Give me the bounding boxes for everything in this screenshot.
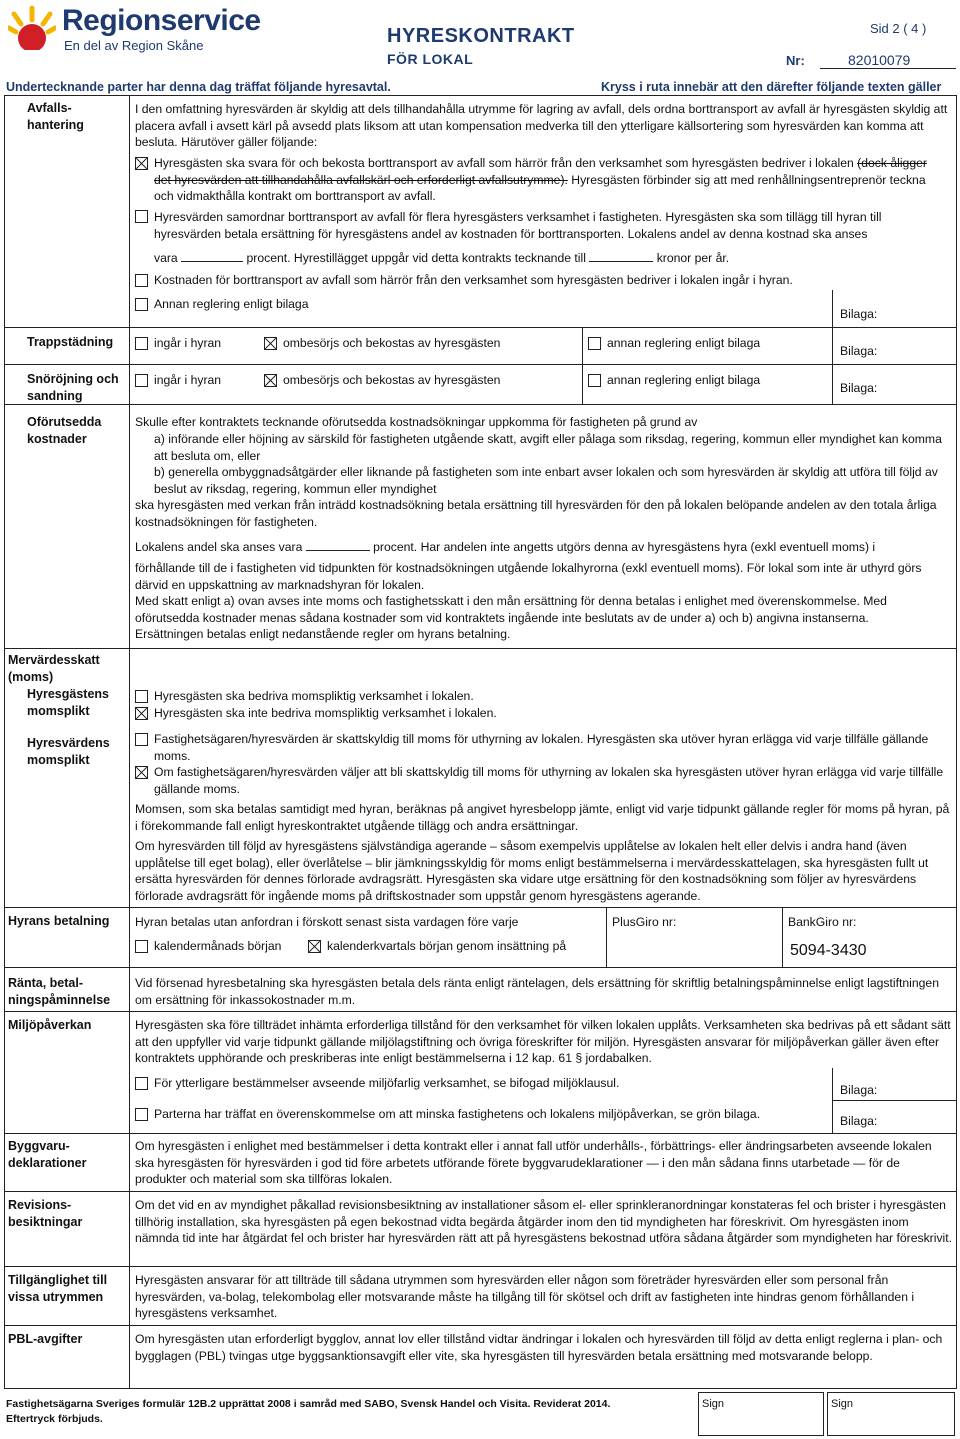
- divider: [4, 967, 957, 968]
- divider: [4, 907, 957, 908]
- oforutsedda-paragraph-4: förhållande till de i fastigheten vid tidpunkten för kostnadsökningen utgående lokalhyrorna (exkl eventuell moms). För lokal som inte är uthyrd görs därvid en uppskattning av marknadshyran för lokalen.: [135, 561, 922, 592]
- document-subtitle: FÖR LOKAL: [387, 51, 474, 67]
- contract-number: 82010079: [848, 52, 911, 68]
- plusgiro-label: PlusGiro nr:: [612, 915, 677, 929]
- ranta-text: Vid försenad hyresbetalning ska hyresgästen betala dels ränta enligt räntelagen, dels ersättning för skriftlig betalningspåminnelse enligt lagstiftningen om ersättning för inkassokostnader m.m.: [135, 976, 939, 1007]
- miljo-gron-checkbox[interactable]: [135, 1108, 148, 1121]
- moms-gast-no-text: Hyresgästen ska inte bedriva momspliktig verksamhet i lokalen.: [154, 706, 497, 720]
- miljo-klausul-text: För ytterligare bestämmelser avseende miljöfarlig verksamhet, se bifogad miljöklausul.: [154, 1076, 620, 1090]
- moms-gast-yes-checkbox[interactable]: [135, 690, 148, 703]
- section-label-ranta: Ränta, betal- ningspåminnelse: [8, 976, 111, 1007]
- section-label-pbl: PBL-avgifter: [8, 1332, 83, 1346]
- document-title: HYRESKONTRAKT: [387, 25, 575, 47]
- trapp-ingar-checkbox[interactable]: [135, 337, 148, 350]
- avfall-amount-field[interactable]: [589, 250, 653, 262]
- avfall-intro: I den omfattning hyresvärden är skyldig att dels tillhandahålla utrymme för lagring av avfall, dels ordna borttransport av avfall är hyresgästen skyldig att placera avfall i avsett kärl på avsedd plats liksom att utan kompensation medverka till den ytterligare källsortering som hyresvärden kan komma att besluta. Härutöver gäller följande:: [135, 102, 948, 149]
- section-label-tillganglighet: Tillgänglighet till vissa utrymmen: [8, 1273, 108, 1304]
- section-label-miljo: Miljöpåverkan: [8, 1018, 92, 1032]
- snow-ingar-text: ingår i hyran: [154, 373, 222, 387]
- avfall-option-1-text: Hyresgästen ska svara för och bekosta borttransport av avfall som härrör från den verksamhet som hyresgästen bedriver i lokalen (dock åligger det hyresvärden att tillhandahålla avfallskärl och erforderligt avfallsutrymme). Hyresgästen förbinder sig att med renhållningsentreprenör teckna och vidmakthålla kontrakt om borttransport av avfall.: [154, 156, 927, 203]
- avfall-percent-field[interactable]: [181, 250, 243, 262]
- divider: [832, 364, 833, 404]
- avfall-bilaga: Bilaga:: [840, 307, 878, 321]
- moms-vard-yes-checkbox[interactable]: [135, 733, 148, 746]
- divider: [4, 1325, 957, 1326]
- snow-ingar-checkbox[interactable]: [135, 374, 148, 387]
- miljo-text: Hyresgästen ska före tillträdet inhämta erforderliga tillstånd för den verksamhet för vilken lokalen upplåts. Verksamheten ska bedrivas på ett sådant sätt att den uppfyller vid varje tidpunkt gällande miljölagstiftning och övriga föreskrifter för miljön. Hyresgästen ansvarar för miljöpåverkan gäller även efter kontraktets upphörande och preskriberas inte enligt bestämmelserna i 12 kap. 61 § jordabalken.: [135, 1018, 951, 1065]
- divider: [4, 364, 957, 365]
- snow-bilaga: Bilaga:: [840, 381, 878, 395]
- trapp-hyresgast-checkbox[interactable]: [264, 337, 277, 350]
- divider: [4, 1191, 957, 1192]
- snow-annan-checkbox[interactable]: [588, 374, 601, 387]
- avfall-option-2-fields: vara procent. Hyrestillägget uppgår vid detta kontrakts tecknande till kronor per år.: [154, 251, 730, 265]
- betalning-kvartal-checkbox[interactable]: [308, 940, 321, 953]
- tillganglighet-text: Hyresgästen ansvarar för att tillträde till sådana utrymmen som hyresvärden eller någon som företräder hyresvärden eller som personal från hyresvärden, va-bolag, telekombolag eller motsvarande måste ha tillgång till för skötsel och drift av fastigheten inte hindras genom förhållanden i hyresgästens verksamhet.: [135, 1273, 915, 1320]
- avfall-option-4-checkbox[interactable]: [135, 298, 148, 311]
- footer-note: Eftertryck förbjuds.: [6, 1413, 103, 1425]
- section-label-revision: Revisions- besiktningar: [8, 1198, 83, 1229]
- logo: [8, 4, 261, 56]
- footer-copyright: Fastighetsägarna Sveriges formulär 12B.2 upprättat 2008 i samråd med SABO, Svensk Handel och Visita. Reviderat 2014.: [6, 1398, 611, 1410]
- divider: [956, 95, 957, 1388]
- divider: [582, 364, 583, 404]
- contract-number-label: Nr:: [786, 53, 805, 68]
- section-label-moms: Mervärdesskatt (moms) Hyresgästens momsplikt: [8, 653, 109, 718]
- divider: [832, 290, 833, 328]
- miljo-bilaga-1: Bilaga:: [840, 1083, 878, 1097]
- moms-vard-yes-text: Fastighetsägaren/hyresvärden är skattskyldig till moms för uthyrning av lokalen. Hyresgästen ska utöver hyran erlägga vid varje tillfälle gällande moms.: [154, 732, 929, 763]
- trapp-bilaga: Bilaga:: [840, 344, 878, 358]
- divider: [4, 648, 957, 649]
- divider: [129, 95, 130, 1388]
- logo-wordmark: Regionservice: [62, 4, 261, 37]
- divider: [832, 327, 833, 364]
- bankgiro-value: 5094-3430: [790, 942, 867, 959]
- moms-gast-no-checkbox[interactable]: [135, 707, 148, 720]
- header-right-note: Kryss i ruta innebär att den därefter följande texten gäller: [601, 80, 942, 94]
- moms-paragraph-2: Om hyresvärden till följd av hyresgästens självständiga agerande – såsom exempelvis upplåtelse av lokalen helt eller delvis i andra hand (även upplåtelse till eget bolag), eller överlåtelse – blir jämkningsskyldig för moms enligt bestämmelserna i mervärdesskattelagen, ska hyresgästen fullt ut ersätta hyresvärden för dennes förlorade avdragsrätt. Hyresgästen ska vidare utge ersättning för den kostnadsökning som följer av hyresvärdens förlorade avdragsrätt för ingående moms på driftskostnader som uppstår genom hyresgästens agerande.: [135, 839, 929, 903]
- snow-annan-text: annan reglering enligt bilaga: [607, 373, 761, 387]
- moms-paragraph-1: Momsen, som ska betalas samtidigt med hyran, beräknas på angivet hyresbelopp jämte, enligt vid varje tidpunkt gällande regler för moms på hyran, på i förekommande fall enligt hyreskontraktet utgående tillägg och andra ersättningar.: [135, 802, 950, 833]
- divider: [4, 1133, 957, 1134]
- snow-hyresgast-checkbox[interactable]: [264, 374, 277, 387]
- moms-vard-option-text: Om fastighetsägaren/hyresvärden väljer att bli skattskyldig till moms för uthyrning av lokalen ska hyresgästen utöver hyran erlägga vid varje tillfälle gällande moms.: [154, 765, 944, 796]
- betalning-text: Hyran betalas utan anfordran i förskott senast sista vardagen före varje: [135, 915, 519, 929]
- oforutsedda-paragraph-5: Med skatt enligt a) ovan avses inte moms och fastighetsskatt i den mån ersättning för denna betalas i enlighet med överenskommelse. Med oförutsedda kostnader menas sådana kostnader som vid kontraktets ingående inte beslutats av de under a) och b) angivna instanserna.: [135, 594, 887, 625]
- oforutsedda-item-a: a) införande eller höjning av särskild för fastigheten utgående skatt, avgift eller pålaga som riksdag, regering, kommun eller myndighet kan komma att besluta om, eller: [154, 432, 942, 463]
- section-label-snow: Snöröjning och sandning: [27, 372, 119, 403]
- signature-box-2[interactable]: [827, 1392, 955, 1436]
- divider: [4, 95, 957, 96]
- byggvaru-text: Om hyresgästen i enlighet med bestämmelser i detta kontrakt eller i annat fall utför underhålls-, förbättrings- eller ändringsarbeten avseende lokalen ska hyresgästen för hyresvärden i god tid före arbetets utförande förete byggvarudeklarationer — i den mån sådana finns utarbetade — för de produkter och material som ska tillföras lokalen.: [135, 1139, 932, 1186]
- avfall-option-2-text: Hyresvärden samordnar borttransport av avfall för flera hyresgästers verksamhet i fastigheten. Hyresgästen ska som tillägg till hyran till hyresvärden betala ersättning för hyresgästens andel av kostnaden för borttransporten. Lokalens andel av denna kostnad ska anses: [154, 210, 882, 241]
- miljo-klausul-checkbox[interactable]: [135, 1077, 148, 1090]
- moms-vard-option-checkbox[interactable]: [135, 766, 148, 779]
- section-label-avfall: Avfalls- hantering: [27, 101, 84, 132]
- divider: [4, 1011, 957, 1012]
- trapp-annan-text: annan reglering enligt bilaga: [607, 336, 761, 350]
- section-label-byggvaru: Byggvaru- deklarationer: [8, 1139, 87, 1170]
- avfall-option-3-text: Kostnaden för borttransport av avfall som härrör från den verksamhet som hyresgästen bedriver i lokalen ingår i hyran.: [154, 273, 793, 287]
- header-left-note: Undertecknande parter har denna dag träffat följande hyresavtal.: [6, 80, 391, 94]
- oforutsedda-percent-field[interactable]: [306, 539, 370, 551]
- revision-text: Om det vid en av myndighet påkallad revisionsbesiktning av installationer såsom el- eller sprinkleranordningar konstateras fel och brister i hyresgästen tillhörig installation, ska hyresgästen på egen bekostnad vidta begärda åtgärder inom den tid myndigheten har föreskrivit. Om hyresgästen inom nämnda tid inte har åtgärdat fel och brister har hyresvärden rätt att på hyresgästens bekostnad utföra sådana åtgärder som myndigheten har föreskrivit.: [135, 1198, 953, 1245]
- avfall-option-4-text: Annan reglering enligt bilaga: [154, 297, 309, 311]
- section-label-hyresvardens-moms: Hyresvärdens momsplikt: [27, 736, 110, 767]
- trapp-ingar-text: ingår i hyran: [154, 336, 222, 350]
- divider: [606, 907, 607, 967]
- section-label-betalning: Hyrans betalning: [8, 914, 110, 928]
- trapp-hyresgast-text: ombesörjs och bekostas av hyresgästen: [283, 336, 501, 350]
- betalning-manad-text: kalendermånads början: [154, 939, 282, 953]
- avfall-option-1-checkbox[interactable]: [135, 157, 148, 170]
- miljo-bilaga-2: Bilaga:: [840, 1114, 878, 1128]
- divider: [832, 1100, 957, 1101]
- snow-hyresgast-text: ombesörjs och bekostas av hyresgästen: [283, 373, 501, 387]
- divider: [582, 327, 583, 364]
- divider: [4, 404, 957, 405]
- betalning-manad-checkbox[interactable]: [135, 940, 148, 953]
- oforutsedda-item-b: b) generella ombyggnadsåtgärder eller liknande på fastigheten som inte enbart avser lokalen och som hyresvärden är skyldig att utföra till följd av beslut av riksdag, regering, kommun eller myndighet: [154, 465, 938, 496]
- oforutsedda-paragraph-6: Ersättningen betalas enligt nedanstående regler om hyrans betalning.: [135, 627, 511, 641]
- pbl-text: Om hyresgästen utan erforderligt bygglov, annat lov eller tillstånd vidtar ändringar i lokalen och hyresvärden till följd av detta enligt reglerna i plan- och bygglagen (PBL) tvingas utge byggsanktionsavgift eller vite, ska hyresgästen till hyresvärden betala ersättning med motsvarande belopp.: [135, 1332, 943, 1363]
- moms-gast-yes-text: Hyresgästen ska bedriva momspliktig verksamhet i lokalen.: [154, 689, 474, 703]
- avfall-option-2-checkbox[interactable]: [135, 210, 148, 223]
- oforutsedda-intro: Skulle efter kontraktets tecknande oförutsedda kostnadsökningar uppkomma för fastigheten på grund av: [135, 415, 698, 429]
- divider: [820, 68, 956, 69]
- avfall-option-3-checkbox[interactable]: [135, 274, 148, 287]
- signature-box-1[interactable]: [698, 1392, 824, 1436]
- divider: [4, 327, 957, 328]
- section-label-oforutsedda: Oförutsedda kostnader: [27, 415, 102, 446]
- signature-label-2: Sign: [831, 1398, 854, 1410]
- oforutsedda-share: Lokalens andel ska anses vara procent. Har andelen inte angetts utgörs denna av hyresgästens hyra (exkl eventuell moms) i: [135, 540, 876, 554]
- trapp-annan-checkbox[interactable]: [588, 337, 601, 350]
- page-number: Sid 2 ( 4 ): [870, 21, 927, 36]
- miljo-gron-text: Parterna har träffat en överenskommelse om att minska fastighetens och lokalens miljöpåverkan, se grön bilaga.: [154, 1107, 761, 1121]
- divider: [782, 907, 783, 967]
- divider: [4, 1388, 957, 1389]
- divider: [4, 95, 5, 1388]
- bankgiro-label: BankGiro nr:: [788, 915, 857, 929]
- signature-label-1: Sign: [702, 1398, 725, 1410]
- logo-subtitle: En del av Region Skåne: [64, 38, 204, 53]
- section-label-trapp: Trappstädning: [27, 335, 114, 349]
- logo-sun-icon: [8, 4, 56, 50]
- divider: [4, 1266, 957, 1267]
- betalning-kvartal-text: kalenderkvartals början genom insättning på: [327, 939, 567, 953]
- oforutsedda-paragraph-2: ska hyresgästen med verkan från inträdd kostnadsökning betala ersättning till hyresvärden för den på lokalen belöpande andelen av den totala årliga kostnadsökningen för fastigheten.: [135, 498, 937, 529]
